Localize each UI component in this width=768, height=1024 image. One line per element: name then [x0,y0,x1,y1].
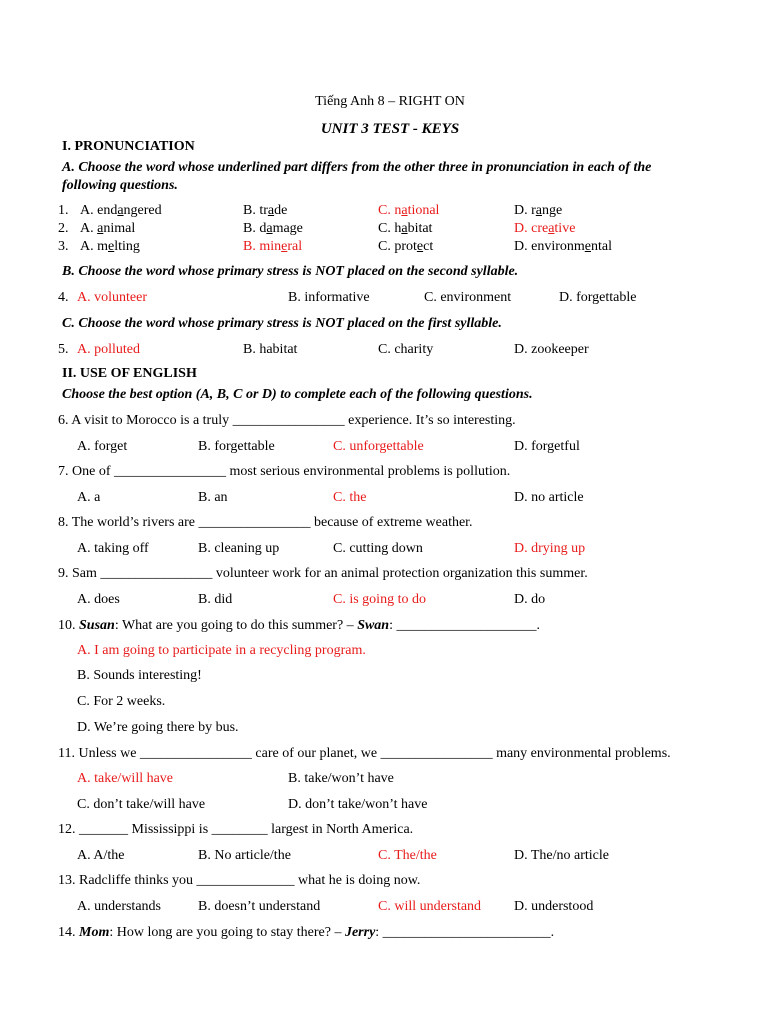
option-text: A. [80,221,98,236]
option-text: ngered [123,203,162,218]
option-c[interactable]: C. environment [424,290,512,305]
part-a-instruction-line2: following questions. [62,178,178,193]
option-a[interactable] [80,239,140,255]
option-text: B. d [243,221,267,236]
speaker-name: Susan [79,618,115,633]
question-11-stem: 11. Unless we ________________ care of our planet, we ________________ many environmental problems. [58,746,671,761]
option-b[interactable] [243,203,287,219]
option-text: mage [272,221,303,236]
option-d-answer[interactable]: D. drying up [514,541,586,556]
page-subtitle [0,121,768,138]
underlined-part: a [267,203,275,218]
question-6-options [0,439,768,457]
speaker-name: Swan [357,618,390,633]
option-text: A. m [80,239,108,254]
option-b[interactable]: B. did [198,592,233,607]
question-12-options [0,848,768,866]
option-b[interactable]: B. take/won’t have [288,771,394,786]
option-text: ntal [590,239,612,254]
speaker-name: Mom [79,925,110,940]
question-number: 1. [58,203,69,218]
question-number: 3. [58,239,69,254]
option-a[interactable] [80,203,162,219]
underlined-part: a [401,203,408,218]
option-c[interactable]: C. don’t take/will have [77,797,206,812]
option-c-answer[interactable]: C. The/the [378,848,437,863]
dialogue-text: : What are you going to do this summer? – [114,618,358,633]
option-text: C. h [378,221,402,236]
option-b[interactable]: B. Sounds interesting! [77,668,202,683]
option-a[interactable]: A. does [77,592,120,607]
option-text: de [274,203,288,218]
option-d[interactable]: D. don’t take/won’t have [288,797,428,812]
underlined-part: e [416,239,424,254]
option-c-answer[interactable]: C. is going to do [333,592,426,607]
part-c-instruction: C. Choose the word whose primary stress is NOT placed on the first syllable. [62,316,502,331]
question-4 [0,290,768,308]
option-d[interactable]: D. We’re going there by bus. [77,720,239,735]
question-8-options [0,541,768,559]
option-text: D. environm [514,239,585,254]
part-b-instruction: B. Choose the word whose primary stress is NOT placed on the second syllable. [62,264,519,279]
option-a[interactable]: A. a [77,490,101,505]
option-b[interactable]: B. habitat [243,342,298,357]
question-7-options [0,490,768,508]
option-text: D. r [514,203,536,218]
section-use-of-english-heading: II. USE OF ENGLISH [62,366,197,381]
question-12-stem: 12. _______ Mississippi is ________ largest in North America. [58,822,414,837]
option-c-answer[interactable]: C. will understand [378,899,482,914]
option-text: bitat [407,221,433,236]
question-11-options-row2 [0,797,768,815]
underlined-part: e [584,239,591,254]
page-title [0,94,768,110]
question-number: 4. [58,290,69,305]
option-d[interactable]: D. no article [514,490,584,505]
part-a-instruction-line1: A. Choose the word whose underlined part differs from the other three in pronunciation in each of the [62,160,652,175]
option-text: nimal [103,221,136,236]
option-c[interactable]: C. For 2 weeks. [77,694,166,709]
option-b[interactable]: B. informative [288,290,370,305]
underlined-part: a [535,203,542,218]
option-b[interactable]: B. an [198,490,228,505]
option-text: nge [542,203,563,218]
option-b[interactable]: B. No article/the [198,848,291,863]
option-text: ral [287,239,303,254]
question-9-options [0,592,768,610]
question-13-options [0,899,768,917]
option-d[interactable] [514,239,612,255]
dialogue-text: : ________________________. [375,925,555,940]
option-d-answer[interactable] [514,221,575,237]
option-c[interactable]: C. charity [378,342,434,357]
dialogue-text: : ____________________. [389,618,540,633]
question-number: 14. [58,925,76,940]
option-text: C. prot [378,239,417,254]
option-text: ct [423,239,434,254]
option-b[interactable]: B. doesn’t understand [198,899,321,914]
option-text: tional [407,203,440,218]
option-d[interactable] [514,203,562,219]
question-13-stem: 13. Radcliffe thinks you ______________ what he is doing now. [58,873,421,888]
option-d[interactable]: D. understood [514,899,594,914]
option-a-answer[interactable]: A. take/will have [77,771,174,786]
question-11-options-row1 [0,771,768,789]
option-text: B. min [243,239,282,254]
option-a[interactable] [80,221,135,237]
option-a[interactable]: A. forget [77,439,128,454]
option-text: B. tr [243,203,268,218]
dialogue-text: : How long are you going to stay there? – [109,925,345,940]
section-2-instruction: Choose the best option (A, B, C or D) to complete each of the following questions. [62,387,533,402]
option-d[interactable]: D. forgettable [559,290,637,305]
option-text: C. n [378,203,402,218]
option-b[interactable]: B. cleaning up [198,541,280,556]
option-text: tive [554,221,576,236]
question-8-stem: 8. The world’s rivers are ________________ because of extreme weather. [58,515,473,530]
option-c[interactable] [378,221,432,237]
section-pronunciation-heading: I. PRONUNCIATION [62,139,195,154]
underlined-part: a [266,221,273,236]
underlined-part: e [281,239,288,254]
option-b[interactable] [243,221,303,237]
option-a-answer[interactable]: A. polluted [77,342,140,357]
question-1 [0,203,768,221]
question-14-stem [58,925,554,941]
question-6-stem: 6. A visit to Morocco is a truly ________________ experience. It’s so interesting. [58,413,516,428]
underlined-part: e [108,239,115,254]
option-a[interactable]: A. taking off [77,541,149,556]
option-d[interactable]: D. The/no article [514,848,609,863]
option-c[interactable] [378,239,433,255]
question-7-stem: 7. One of ________________ most serious environmental problems is pollution. [58,464,511,479]
option-c[interactable]: C. cutting down [333,541,423,556]
underlined-part: a [97,221,104,236]
question-number: 10. [58,618,76,633]
question-number: 2. [58,221,69,236]
option-a-answer[interactable]: A. I am going to participate in a recycling program. [77,643,366,658]
option-d[interactable]: D. forgetful [514,439,580,454]
option-c-answer[interactable]: C. the [333,490,367,505]
option-a[interactable]: A. A/the [77,848,125,863]
question-number: 5. [58,342,69,357]
question-3 [0,239,768,257]
question-5 [0,342,768,360]
option-a[interactable]: A. understands [77,899,161,914]
option-a-answer[interactable]: A. volunteer [77,290,147,305]
speaker-name: Jerry [344,925,376,940]
option-text: D. cre [514,221,549,236]
option-b-answer[interactable] [243,239,302,255]
underlined-part: a [117,203,124,218]
question-10-stem [58,618,540,634]
subtitle-text: UNIT 3 TEST - KEYS [320,121,460,137]
option-b[interactable]: B. forgettable [198,439,275,454]
option-text: A. end [80,203,118,218]
option-d[interactable]: D. do [514,592,546,607]
option-c-answer[interactable] [378,203,439,219]
underlined-part: a [548,221,555,236]
underlined-part: a [401,221,408,236]
option-c-answer[interactable]: C. unforgettable [333,439,424,454]
option-d[interactable]: D. zookeeper [514,342,589,357]
title-text: Tiếng Anh 8 – RIGHT ON [315,94,465,109]
question-9-stem: 9. Sam ________________ volunteer work for an animal protection organization this summer. [58,566,588,581]
question-2 [0,221,768,239]
option-text: lting [114,239,140,254]
